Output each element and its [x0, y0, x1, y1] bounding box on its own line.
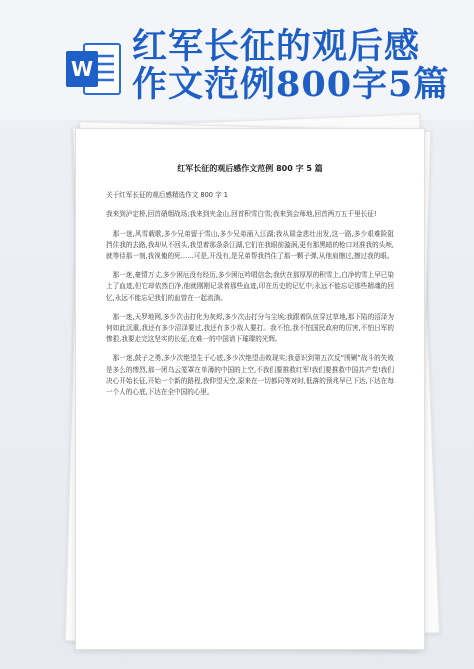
document-page [75, 128, 425, 650]
paragraph: 那一迷,豪情万丈,多少困厄没有经历,多少困厄吟唱信念;我伏在那厚厚的积雪上,白净的雪上早已染上了血迹,但它却依然白净,他就刚刚记录着那些血迹,印在历史的记忆中;永远不能忘记那些精魂的回忆,永远不能忘记我们的血曾在一起流淌。 [106, 271, 394, 302]
paragraph: 那一迷,天罗地网,多少次击打化为灰烬,多少次击打分与尘埃;我跟着队伍穿过草地,那下陷的沼泽为何如此沉重,我还有多少沼泽要过,我还有多少敌人要打。我不怕,我不怕国民政府的厉害,不怕日军的惨狠,我要走完这坚实的长征,在难一的中国谱下璀璨的光辉。 [106, 312, 394, 344]
paragraph: 我来到泸定桥,回首硝烟战场;我来到夹金山,回首积雪白雪;我来到会师地,回首两万五千里长征! [106, 210, 377, 219]
page-title-line-2: 作文范例800字5篇 [132, 64, 450, 105]
document-intro: 关于红军长征的观后感精选作文 800 字 1 [106, 191, 228, 200]
word-document-icon [62, 38, 124, 100]
page-title [132, 28, 462, 104]
paragraph: 那一迷,风雪载歌,多少兄弟留于雪山,多少兄弟涌入江湖;我从瑞金悲壮出发,这一路,多少艰难险阻挡住我的去路,我却从不回头,我望着那条条江湖,它们在我眼前漩涡,更有那黑暗的枪口对准我的头颅,就等待那一刻,我视俺的死……可是,开没有,是兄弟帮我挡住了那一颗子弹,从他肩擦过,擦过我的眼。 [106, 229, 394, 261]
word-logo-letter: W [70, 57, 94, 81]
banner [0, 0, 474, 120]
document-title: 红军长征的观后感作文范例 800 字 5 篇 [177, 164, 323, 173]
paragraph: 那一迷,鼓子之勇,多少次绝望生于心底,多少次绝望击败现实;我意识到第五次反“围剿”战斗的失败是多么的惨烈,那一团乌云笼罩在单薄的中国的上空,不我们要推救红军!我们要推救中国共产党!我们决心开始长征,开始一个新的路程,我仰望天空,原来在一切都同等对时,低落的预兆早已下达,下达在每一个人的心底,下达在全中国的心里。 [106, 354, 394, 397]
page-title-line-1: 红军长征的观后感 [132, 26, 421, 67]
